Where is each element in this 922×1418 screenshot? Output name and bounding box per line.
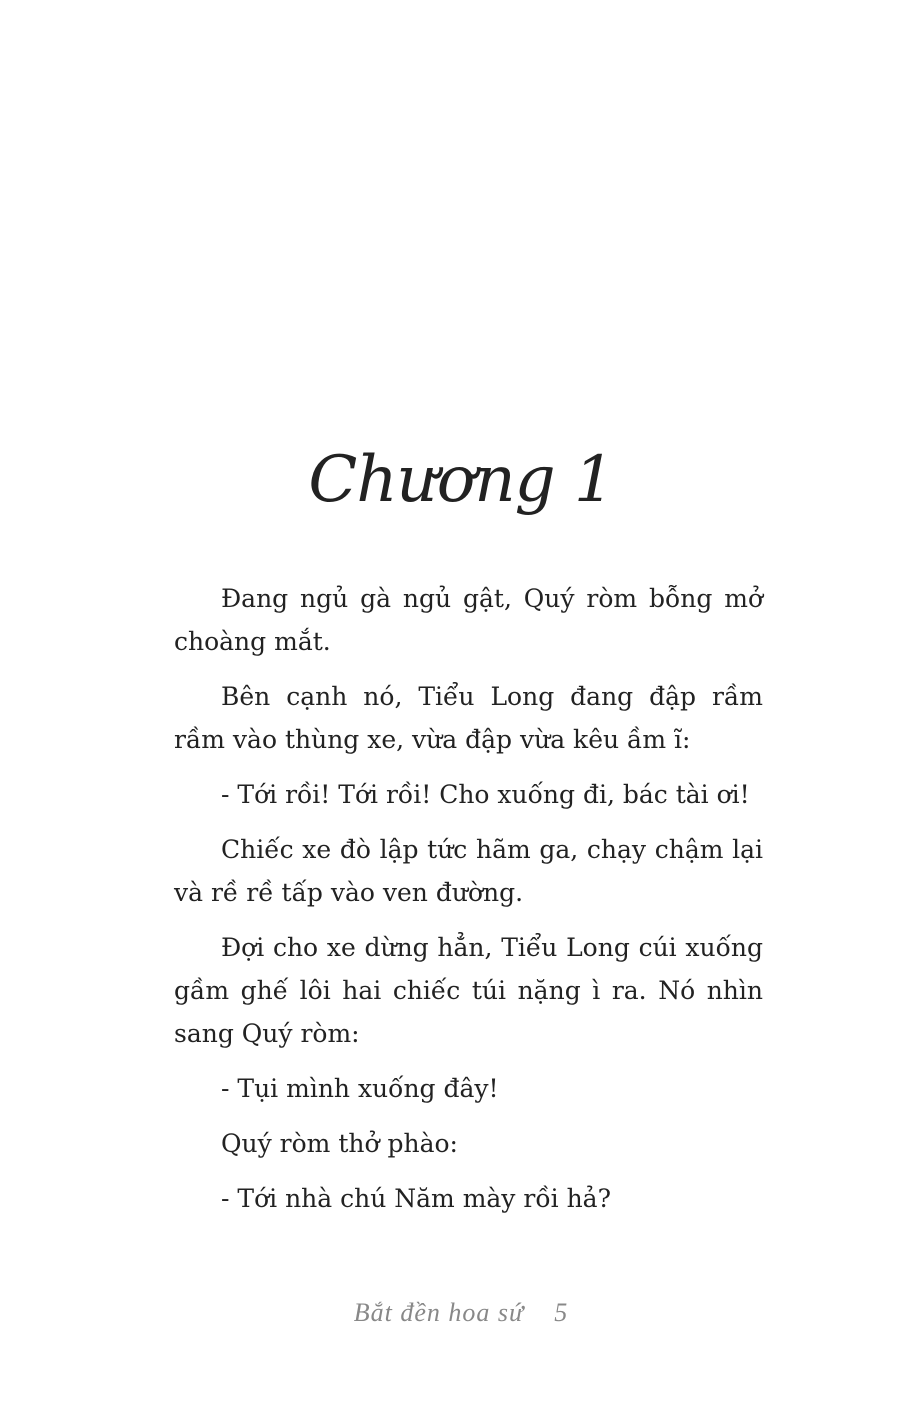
paragraph: Đang ngủ gà ngủ gật, Quý ròm bỗng mở choàng mắt. <box>174 584 763 656</box>
paragraph: Chiếc xe đò lập tức hãm ga, chạy chậm lại và rề rề tấp vào ven đường. <box>174 835 763 907</box>
body-text <box>174 577 763 1232</box>
page-number: 5 <box>554 1298 569 1327</box>
running-title: Bắt đền hoa sứ <box>353 1298 525 1327</box>
chapter-title: Chương 1 <box>308 442 614 517</box>
paragraph: - Tới nhà chú Năm mày rồi hả? <box>221 1184 611 1213</box>
paragraph: Quý ròm thở phào: <box>221 1129 458 1158</box>
paragraph: Bên cạnh nó, Tiểu Long đang đập rầm rầm vào thùng xe, vừa đập vừa kêu ầm ĩ: <box>174 682 763 754</box>
paragraph: - Tới rồi! Tới rồi! Cho xuống đi, bác tài ơi! <box>221 780 750 809</box>
paragraph: - Tụi mình xuống đây! <box>221 1074 499 1103</box>
page-footer <box>0 1298 922 1328</box>
paragraph: Đợi cho xe dừng hẳn, Tiểu Long cúi xuống gầm ghế lôi hai chiếc túi nặng ì ra. Nó nhìn sang Quý ròm: <box>174 933 763 1048</box>
